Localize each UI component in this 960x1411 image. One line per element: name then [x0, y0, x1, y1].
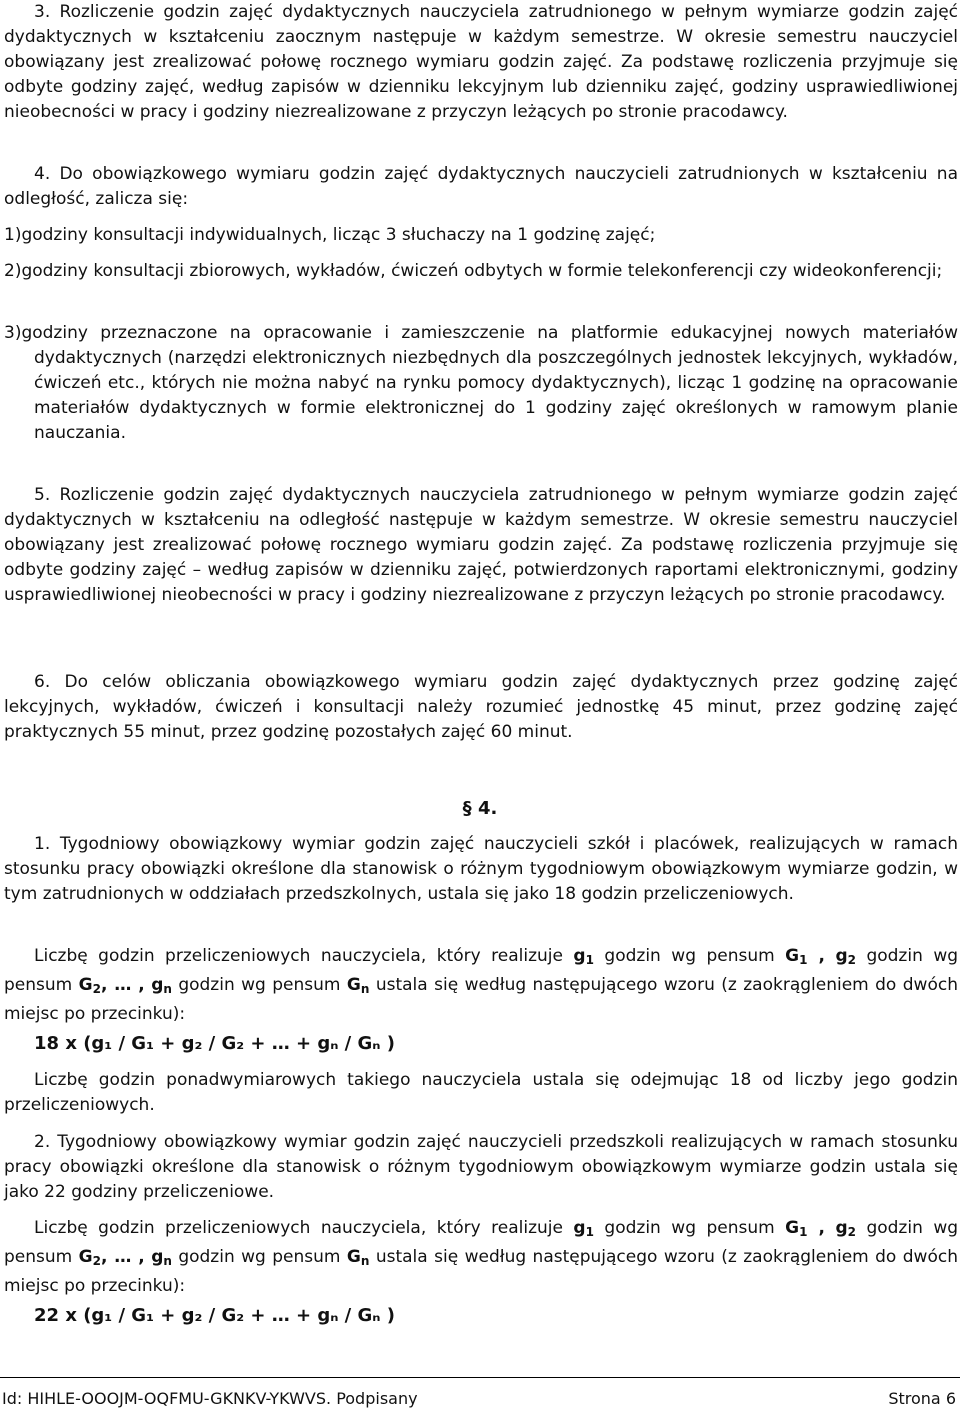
paragraph-4: 4. Do obowiązkowego wymiaru godzin zajęć dydaktycznych nauczycieli zatrudnionych w kształceniu na odległość, zalicza się:: [4, 164, 958, 209]
list-item-4-1: 1)godziny konsultacji indywidualnych, licząc 3 słuchaczy na 1 godzinę zajęć;: [4, 225, 656, 245]
footer-divider: [0, 1377, 960, 1378]
list-item-4-3: 3)godziny przeznaczone na opracowanie i zamieszczenie na platformie edukacyjnej nowych materiałów dydaktycznych (narzędzi elektronicznych niezbędnych dla poszczególnych jednostek lekcyjnych, wykładów, ćwiczeń etc., których nie można nabyć na rynku pomocy dydaktycznych), licząc 1 godzinę na opracowanie materiałów dydaktycznych w formie elektronicznej do 1 godziny zajęć określonych w ramowym planie nauczania.: [4, 323, 958, 443]
section-heading: § 4.: [462, 798, 498, 819]
section-4-paragraph-2-formula-intro: Liczbę godzin przeliczeniowych nauczyciela, który realizuje $g_1$ godzin wg pensum $G_1$ , $g_2$ godzin wg pensum $G_2$, … , $g_n$ godzin wg pensum $G_n$ ustala się według następującego wzoru (z zaokrągleniem do dwóch miejsc po przecinku):: [4, 1218, 959, 1296]
section-4-paragraph-1: 1. Tygodniowy obowiązkowy wymiar godzin zajęć nauczycieli szkół i placówek, realizujących w ramach stosunku pracy obowiązki określone dla stanowisk o różnym tygodniowym obowiązkowym wymiarze godzin, w tym zatrudnionych w oddziałach przedszkolnych, ustala się jako 18 godzin przeliczeniowych.: [4, 834, 958, 904]
formula-22: 22 x (g₁ / G₁ + g₂ / G₂ + … + gₙ / Gₙ ): [34, 1305, 395, 1326]
section-4-paragraph-1-formula-intro: Liczbę godzin przeliczeniowych nauczyciela, który realizuje $g_1$ godzin wg pensum $G_1$ , $g_2$ godzin wg pensum $G_2$, … , $g_n$ godzin wg pensum $G_n$ ustala się według następującego wzoru (z zaokrągleniem do dwóch miejsc po przecinku):: [4, 946, 959, 1024]
list-item-4-2: 2)godziny konsultacji zbiorowych, wykładów, ćwiczeń odbytych w formie telekonferencji czy wideokonferencji;: [4, 261, 943, 281]
section-4-paragraph-2: 2. Tygodniowy obowiązkowy wymiar godzin zajęć nauczycieli przedszkoli realizujących w ramach stosunku pracy obowiązki określone dla stanowisk o różnym tygodniowym obowiązkowym wymiarze godzin ustala się jako 22 godziny przeliczeniowe.: [4, 1132, 958, 1202]
paragraph-3: 3. Rozliczenie godzin zajęć dydaktycznych nauczyciela zatrudnionego w pełnym wymiarze godzin zajęć dydaktycznych w kształceniu zaocznym następuje w każdym semestrze. W okresie semestru nauczyciel obowiązany jest zrealizować połowę rocznego wymiaru godzin zajęć. Za podstawę rozliczenia przyjmuje się odbyte godziny zajęć, według zapisów w dzienniku lekcyjnym lub dzienniku zajęć, godziny usprawiedliwionej nieobecności w pracy i godziny niezrealizowane z przyczyn leżących po stronie pracodawcy.: [4, 2, 958, 122]
paragraph-6: 6. Do celów obliczania obowiązkowego wymiaru godzin zajęć dydaktycznych przez godzinę zajęć lekcyjnych, wykładów, ćwiczeń i konsultacji należy rozumieć jednostkę 45 minut, przez godzinę zajęć praktycznych 55 minut, przez godzinę pozostałych zajęć 60 minut.: [4, 672, 958, 742]
formula-18: 18 x (g₁ / G₁ + g₂ / G₂ + … + gₙ / Gₙ ): [34, 1033, 395, 1054]
footer-document-id: Id: HIHLE-OOOJM-OQFMU-GKNKV-YKWVS. Podpisany: [2, 1389, 418, 1408]
section-4-paragraph-overtime: Liczbę godzin ponadwymiarowych takiego nauczyciela ustala się odejmując 18 od liczby jego godzin przeliczeniowych.: [4, 1070, 958, 1115]
paragraph-5: 5. Rozliczenie godzin zajęć dydaktycznych nauczyciela zatrudnionego w pełnym wymiarze godzin zajęć dydaktycznych w kształceniu na odległość następuje w każdym semestrze. W okresie semestru nauczyciel obowiązany jest zrealizować połowę rocznego wymiaru godzin zajęć. Za podstawę rozliczenia przyjmuje się odbyte godziny zajęć – według zapisów w dzienniku zajęć, potwierdzonych raportami elektronicznymi, godziny usprawiedliwionej nieobecności w pracy i godziny niezrealizowane z przyczyn leżących po stronie pracodawcy.: [4, 485, 958, 605]
footer-page-number: Strona 6: [888, 1389, 956, 1408]
